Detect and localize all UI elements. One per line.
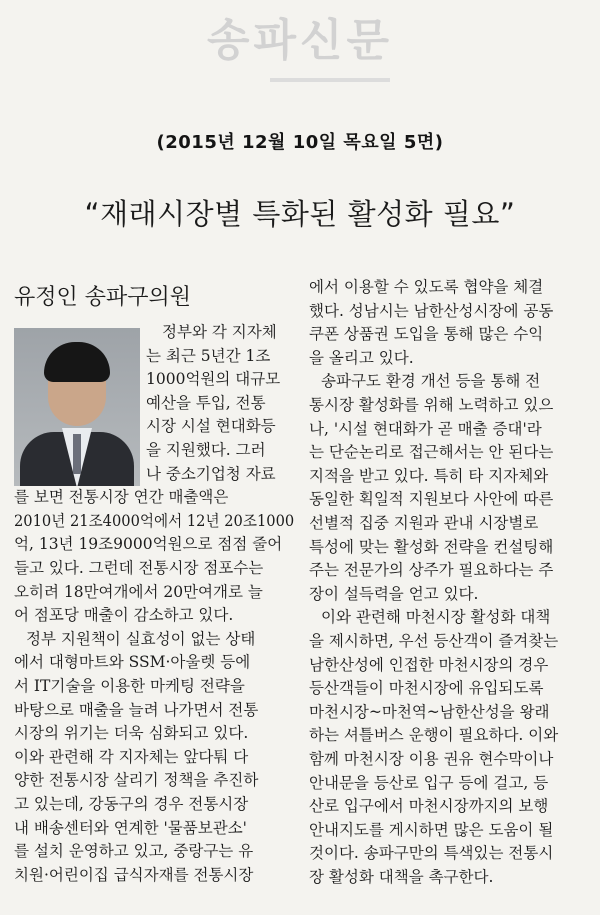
article-line: 동일한 획일적 지원보다 사안에 따른: [309, 490, 554, 509]
article-column-right: [309, 0, 591, 915]
article-line: 어 점포당 매출이 감소하고 있다.: [14, 606, 234, 625]
article-line: 에서 이용할 수 있도록 협약을 체결: [309, 278, 544, 296]
article-line: 함께 마천시장 이용 권유 현수막이나: [309, 750, 554, 768]
article-line: 지적을 받고 있다. 특히 타 지자체와: [309, 466, 549, 485]
article-line: 정부와 각 지자체: [162, 323, 277, 341]
article-line: 쿠폰 상품권 도입을 통해 많은 수익: [309, 325, 544, 344]
article-line: 정부 지원책이 실효성이 없는 상태: [26, 629, 256, 648]
article-line: 는 단순논리로 접근해서는 안 된다는: [309, 443, 554, 462]
article-line: 안내문을 등산로 입구 등에 걸고, 등: [309, 773, 549, 792]
article-line: 에서 대형마트와 SSM·아울렛 등에: [14, 653, 251, 672]
article-line: 통시장 활성화를 위해 노력하고 있으: [309, 396, 554, 414]
article-line: 1000억원의 대규모: [146, 370, 281, 389]
article-line: 을 지원했다. 그러: [146, 441, 266, 459]
article-line: 를 보면 전통시장 연간 매출액은: [14, 488, 229, 507]
article-line: 시장의 위기는 더욱 심화되고 있다.: [14, 724, 249, 743]
article-line: 나 중소기업청 자료: [146, 464, 276, 483]
article-line: 이와 관련해 마천시장 활성화 대책: [321, 608, 551, 627]
article-column-left: [14, 0, 294, 915]
article-line: 치원·어린이집 급식자재를 전통시장: [14, 865, 254, 884]
article-line: 장 활성화 대책을 촉구한다.: [309, 868, 494, 886]
article-line: 했다. 성남시는 남한산성시장에 공동: [309, 301, 554, 320]
article-line: 나, '시설 현대화가 곧 매출 증대'라: [309, 419, 542, 438]
article-line: 오히려 18만여개에서 20만여개로 늘: [14, 582, 263, 601]
newspaper-masthead: 송파신문: [206, 15, 393, 66]
article-line: 시장 시설 현대화등: [146, 417, 276, 436]
article-line: 바탕으로 매출을 늘려 나가면서 전통: [14, 700, 259, 719]
article-line: 양한 전통시장 살리기 정책을 추진하: [14, 771, 259, 790]
article-line: 주는 전문가의 상주가 필요하다는 주: [309, 561, 554, 580]
article-line: 특성에 맞는 활성화 전략을 컨설팅해: [309, 537, 554, 556]
article-line: 마천시장~마천역~남한산성을 왕래: [309, 702, 550, 721]
article-line: 는 최근 5년간 1조: [146, 346, 271, 365]
article-line: 남한산성에 인접한 마천시장의 경우: [309, 655, 549, 674]
author-byline: 유정인 송파구의원: [14, 285, 192, 310]
article-line: 송파구도 환경 개선 등을 통해 전: [321, 372, 541, 391]
article-headline: “재래시장별 특화된 활성화 필요”: [84, 197, 516, 231]
publication-dateline: (2015년 12월 10일 목요일 5면): [156, 132, 444, 153]
article-line: 억, 13년 19조9000억원으로 점점 줄어: [14, 535, 283, 554]
article-line: 서 IT기술을 이용한 마케팅 전략을: [14, 677, 245, 695]
article-line: 고 있는데, 강동구의 경우 전통시장: [14, 795, 249, 813]
article-line: 예산을 투입, 전통: [146, 393, 266, 412]
article-line: 를 설치 운영하고 있고, 중랑구는 유: [14, 842, 254, 861]
article-line: 을 제시하면, 우선 등산객이 즐겨찾는: [309, 632, 559, 650]
article-line: 산로 입구에서 마천시장까지의 보행: [309, 797, 549, 816]
article-line: 안내지도를 게시하면 많은 도움이 될: [309, 820, 554, 839]
article-line: 내 배송센터와 연계한 '물품보관소': [14, 818, 247, 837]
article-line: 이와 관련해 각 지자체는 앞다퉈 다: [14, 747, 249, 766]
article-line: 을 올리고 있다.: [309, 348, 414, 367]
article-line: 장이 설득력을 얻고 있다.: [309, 584, 479, 603]
article-line: 것이다. 송파구만의 특색있는 전통시: [309, 844, 554, 863]
article-line: 들고 있다. 그런데 전통시장 점포수는: [14, 559, 264, 577]
article-line: 선별적 집중 지원과 관내 시장별로: [309, 514, 539, 532]
article-line: 2010년 21조4000억에서 12년 20조1000: [14, 511, 295, 530]
article-line: 등산객들이 마천시장에 유입되도록: [309, 679, 544, 698]
article-line: 하는 셔틀버스 운행이 필요하다. 이와: [309, 726, 559, 745]
